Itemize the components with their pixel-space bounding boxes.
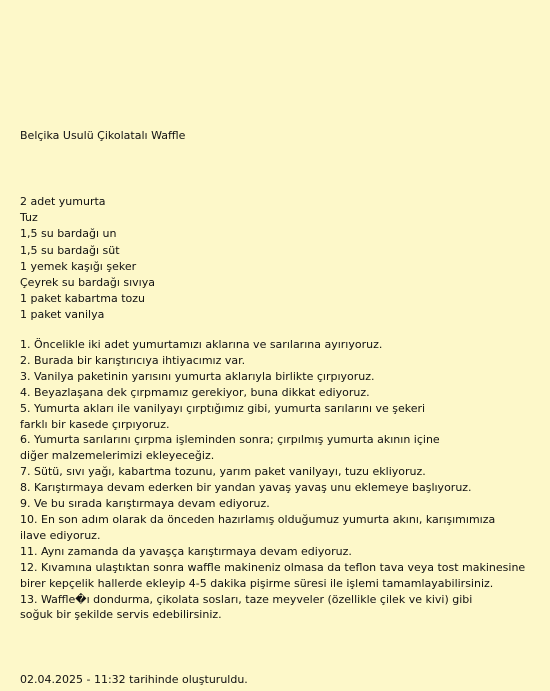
instruction-step: 13. Waffle�ı dondurma, çikolata sosları, taze meyveler (özellikle çilek ve kivi) gibi soğuk bir şekilde servis edebilirsiniz. [20,592,473,622]
ingredient-item: Çeyrek su bardağı sıvıya [20,276,155,290]
creation-timestamp: 02.04.2025 - 11:32 tarihinde oluşturuldu. [20,673,248,686]
instruction-step: 11. Aynı zamanda da yavaşça karıştırmaya devam ediyoruz. [20,544,352,558]
instruction-step: 1. Öncelikle iki adet yumurtamızı aklarına ve sarılarına ayırıyoruz. [20,338,383,351]
recipe-title: Belçika Usulü Çikolatalı Waffle [20,129,186,142]
ingredient-item: 1 yemek kaşığı şeker [20,259,137,273]
ingredient-item: 1 paket kabartma tozu [20,292,145,306]
ingredient-item: 1 paket vanilya [20,308,105,322]
instruction-step: 2. Burada bir karıştırıcıya ihtiyacımız var. [20,353,246,367]
instruction-step: 8. Karıştırmaya devam ederken bir yandan yavaş yavaş unu eklemeye başlıyoruz. [20,481,472,495]
ingredient-list [20,194,155,324]
instruction-step: 3. Vanilya paketinin yarısını yumurta aklarıyla birlikte çırpıyoruz. [20,369,375,383]
instruction-step: 7. Sütü, sıvı yağı, kabartma tozunu, yarım paket vanilyayı, tuzu ekliyoruz. [20,465,426,479]
ingredient-item: 1,5 su bardağı un [20,227,117,241]
instruction-step: 6. Yumurta sarılarını çırpma işleminden sonra; çırpılmış yumurta akının içine diğer malzemelerimizi ekleyeceğiz. [20,433,440,463]
ingredient-item: 1,5 su bardağı süt [20,243,120,257]
instruction-step: 4. Beyazlaşana dek çırpmamız gerekiyor, buna dikkat ediyoruz. [20,385,370,399]
instruction-list [20,337,540,623]
ingredient-item: Tuz [20,211,38,225]
instruction-step: 12. Kıvamına ulaştıktan sonra waffle makineniz olmasa da teflon tava veya tost makinesine birer kepçelik hallerde ekleyip 4-5 dakika pişirme süresi ile işlemi tamamlayabilirsiniz. [20,560,526,590]
ingredient-item: 2 adet yumurta [20,195,106,208]
instruction-step: 9. Ve bu sırada karıştırmaya devam ediyoruz. [20,497,270,511]
instruction-step: 10. En son adım olarak da önceden hazırlamış olduğumuz yumurta akını, karışımımıza ilave ediyoruz. [20,512,496,542]
instruction-step: 5. Yumurta akları ile vanilyayı çırptığımız gibi, yumurta sarılarını ve şekeri farklı bir kasede çırpıyoruz. [20,401,426,431]
